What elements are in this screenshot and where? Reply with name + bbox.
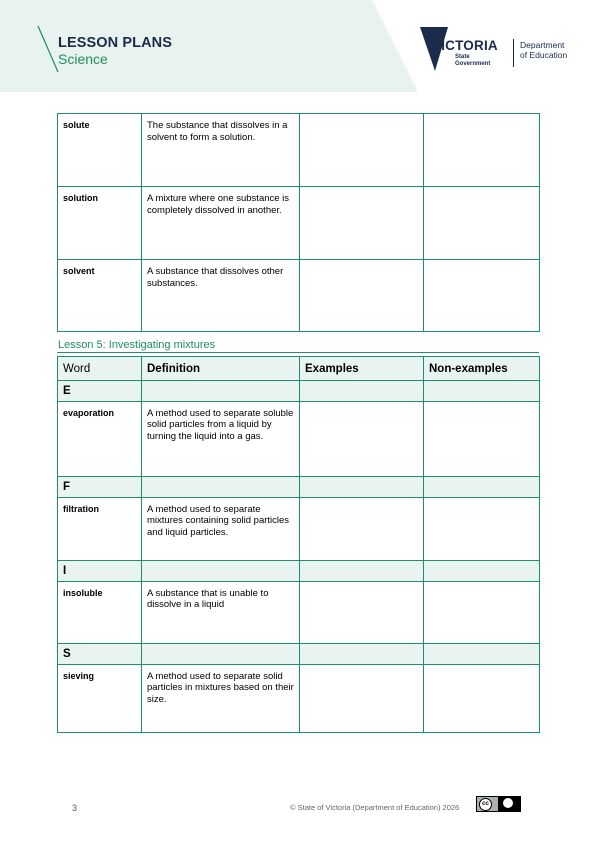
- letter-blank-cell: [142, 380, 300, 401]
- examples-cell[interactable]: [300, 581, 424, 643]
- examples-cell[interactable]: [300, 497, 424, 560]
- letter-blank-cell: [142, 560, 300, 581]
- table-row: [58, 260, 540, 332]
- word-cell: insoluble: [58, 581, 142, 643]
- nonexamples-cell[interactable]: [424, 497, 540, 560]
- letter-blank-cell: [424, 476, 540, 497]
- examples-cell[interactable]: [300, 114, 424, 187]
- column-header-word: Word: [58, 357, 142, 381]
- nonexamples-cell[interactable]: [424, 581, 540, 643]
- page-header: [0, 0, 596, 92]
- dept-line2: of Education: [520, 50, 568, 60]
- attribution-block: [498, 797, 520, 811]
- letter-cell: S: [58, 643, 142, 664]
- nonexamples-cell[interactable]: [424, 114, 540, 187]
- department-name: [520, 40, 567, 60]
- examples-cell[interactable]: [300, 664, 424, 732]
- letter-blank-cell: [300, 380, 424, 401]
- letter-cell: E: [58, 380, 142, 401]
- brand-title: LESSON PLANS: [58, 35, 172, 51]
- letter-divider-row: [58, 476, 540, 497]
- table-row: [58, 114, 540, 187]
- logo-sub-line2: Government: [455, 61, 491, 67]
- column-header-nonexamples: Non-examples: [424, 357, 540, 381]
- glossary-table: [57, 356, 540, 733]
- definition-cell: The substance that dissolves in a solvent to form a solution.: [142, 114, 300, 187]
- table-header-row: [58, 357, 540, 381]
- definition-cell: A substance that is unable to dissolve in a liquid: [142, 581, 300, 643]
- copyright-notice: © State of Victoria (Department of Education) 2026: [290, 803, 460, 812]
- nonexamples-cell[interactable]: [424, 260, 540, 332]
- creative-commons-badge[interactable]: [476, 796, 521, 812]
- nonexamples-cell[interactable]: [424, 401, 540, 476]
- definition-cell: A substance that dissolves other substances.: [142, 260, 300, 332]
- attribution-person-icon: [503, 798, 513, 808]
- cc-icon: cc: [479, 798, 492, 811]
- nonexamples-cell[interactable]: [424, 664, 540, 732]
- table-row: [58, 497, 540, 560]
- logo-divider: [513, 39, 514, 67]
- logo-sub-line1: State: [455, 54, 470, 60]
- letter-blank-cell: [142, 643, 300, 664]
- examples-cell[interactable]: [300, 187, 424, 260]
- dept-line1: Department: [520, 40, 565, 50]
- brand-block: [58, 36, 172, 66]
- table-row: [58, 581, 540, 643]
- word-cell: evaporation: [58, 401, 142, 476]
- definition-cell: A mixture where one substance is completely dissolved in another.: [142, 187, 300, 260]
- letter-divider-row: [58, 643, 540, 664]
- table-caption: Lesson 5: Investigating mixtures: [58, 339, 216, 351]
- letter-blank-cell: [142, 476, 300, 497]
- letter-blank-cell: [424, 643, 540, 664]
- page-number: 3: [72, 803, 78, 813]
- letter-blank-cell: [300, 560, 424, 581]
- table-row: [58, 401, 540, 476]
- word-cell: solution: [58, 187, 142, 260]
- definition-cell: A method used to separate solid particles in mixtures based on their size.: [142, 664, 300, 732]
- letter-cell: I: [58, 560, 142, 581]
- word-cell: filtration: [58, 497, 142, 560]
- definition-cell: A method used to separate soluble solid particles from a liquid by turning the liquid into a gas.: [142, 401, 300, 476]
- table-row: [58, 187, 540, 260]
- logo-subtext: [455, 54, 490, 68]
- letter-blank-cell: [424, 380, 540, 401]
- examples-cell[interactable]: [300, 401, 424, 476]
- letter-blank-cell: [300, 643, 424, 664]
- word-cell: sieving: [58, 664, 142, 732]
- table-row: [58, 664, 540, 732]
- caption-rule: [57, 352, 539, 353]
- letter-cell: F: [58, 476, 142, 497]
- brand-subtitle: Science: [58, 50, 108, 67]
- word-cell: solute: [58, 114, 142, 187]
- word-cell: solvent: [58, 260, 142, 332]
- examples-cell[interactable]: [300, 260, 424, 332]
- logo-wordmark: VICTORIA: [432, 38, 498, 53]
- nonexamples-cell[interactable]: [424, 187, 540, 260]
- glossary-table-continued: [57, 113, 540, 332]
- definition-cell: A method used to separate mixtures containing solid particles and liquid particles.: [142, 497, 300, 560]
- column-header-examples: Examples: [300, 357, 424, 381]
- victoria-government-logo: [418, 27, 578, 73]
- letter-divider-row: [58, 380, 540, 401]
- column-header-definition: Definition: [142, 357, 300, 381]
- letter-blank-cell: [424, 560, 540, 581]
- letter-divider-row: [58, 560, 540, 581]
- letter-blank-cell: [300, 476, 424, 497]
